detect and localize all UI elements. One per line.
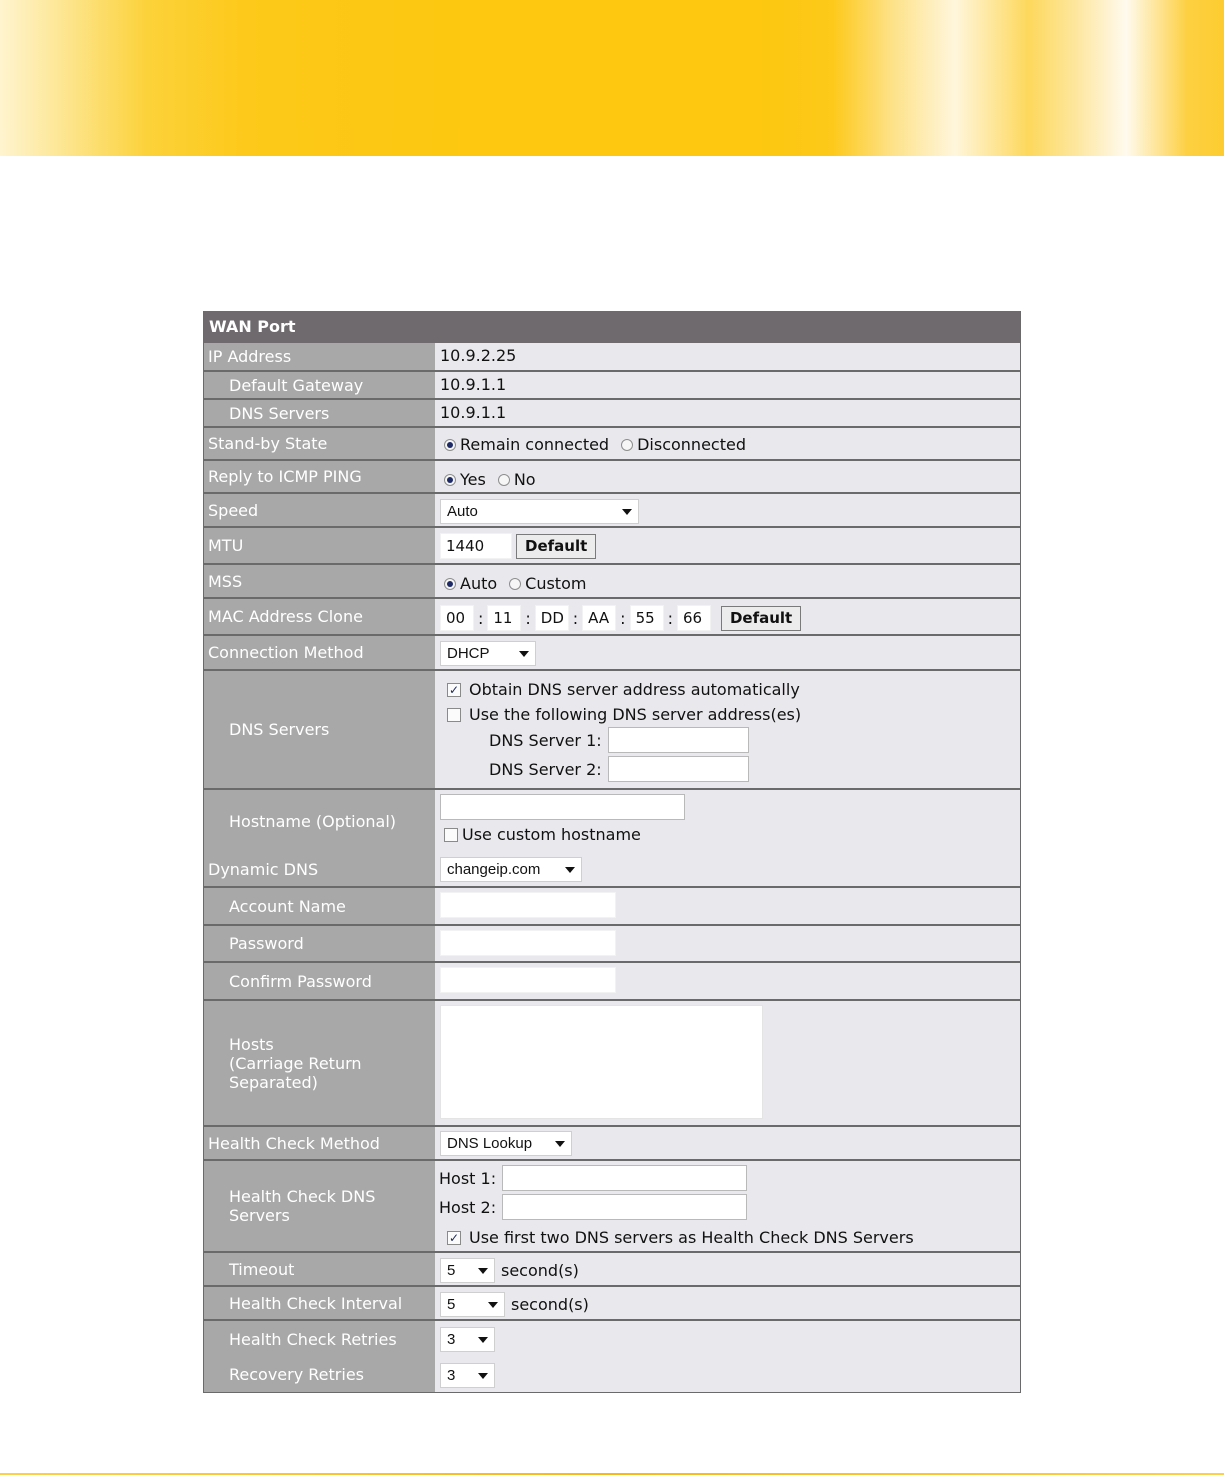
- row-dns-servers: [204, 671, 1020, 790]
- recovery-retries-label: Recovery Retries: [204, 1357, 434, 1392]
- mtu-label: MTU: [204, 528, 434, 563]
- mss-auto-radio[interactable]: [444, 578, 456, 590]
- health-check-retries-select[interactable]: [440, 1327, 495, 1352]
- mtu-default-button[interactable]: Default: [516, 534, 596, 559]
- confirm-password-label: Confirm Password: [204, 963, 434, 999]
- chevron-down-icon: [478, 1373, 488, 1379]
- row-ip-address: [204, 343, 1020, 372]
- hosts-textarea[interactable]: [440, 1005, 763, 1119]
- ip-address-value: 10.9.2.25: [440, 346, 517, 365]
- account-name-input[interactable]: [440, 892, 616, 918]
- dns-manual-checkbox[interactable]: [447, 708, 461, 722]
- ip-address-label: IP Address: [204, 343, 434, 370]
- dns-auto-checkbox[interactable]: ✓: [448, 682, 460, 697]
- mss-custom-label: Custom: [525, 574, 587, 593]
- icmp-no-label: No: [513, 470, 536, 489]
- health-check-interval-unit: second(s): [511, 1295, 589, 1314]
- row-reply-icmp: [204, 461, 1020, 494]
- speed-label: Speed: [204, 494, 434, 526]
- health-check-retries-value: 3: [447, 1331, 456, 1348]
- mac-octet-6[interactable]: 66: [677, 605, 711, 631]
- row-mtu: [204, 528, 1020, 565]
- dns-server2-label: DNS Server 2:: [489, 759, 602, 779]
- icmp-no-radio[interactable]: [498, 474, 510, 486]
- row-default-gateway: [204, 372, 1020, 400]
- default-gateway-label: Default Gateway: [204, 372, 434, 398]
- chevron-down-icon: [565, 867, 575, 873]
- hostname-label: Hostname (Optional): [204, 790, 434, 852]
- mac-octet-2[interactable]: 11: [487, 605, 521, 631]
- standby-remain-radio[interactable]: [444, 439, 456, 451]
- password-label: Password: [204, 926, 434, 961]
- recovery-retries-value: 3: [447, 1367, 456, 1384]
- dns-servers-info-value: 10.9.1.1: [440, 403, 507, 422]
- health-check-interval-select[interactable]: [440, 1292, 505, 1317]
- mac-octet-3[interactable]: DD: [535, 605, 569, 631]
- connection-method-value: DHCP: [447, 645, 490, 662]
- hosts-label-line1: Hosts: [229, 1034, 274, 1054]
- footer-divider: [0, 1473, 1224, 1475]
- panel-title: WAN Port: [204, 311, 1020, 343]
- timeout-label: Timeout: [204, 1253, 434, 1285]
- health-check-dns-label: [204, 1161, 434, 1251]
- timeout-unit: second(s): [501, 1261, 579, 1280]
- password-input[interactable]: [440, 930, 616, 956]
- chevron-down-icon: [622, 509, 632, 515]
- dns-server1-label: DNS Server 1:: [489, 730, 602, 750]
- standby-state-label: Stand-by State: [204, 428, 434, 459]
- mac-default-button[interactable]: Default: [721, 606, 801, 631]
- connection-method-label: Connection Method: [204, 636, 434, 669]
- row-health-check-dns: [204, 1161, 1020, 1253]
- mac-separator: :: [478, 608, 484, 628]
- connection-method-select[interactable]: [440, 641, 536, 666]
- dynamic-dns-value: changeip.com: [447, 861, 541, 878]
- row-hostname: [204, 790, 1020, 852]
- row-timeout: [204, 1253, 1020, 1287]
- health-check-method-select[interactable]: [440, 1131, 572, 1156]
- hosts-label-line2: (Carriage Return: [229, 1053, 362, 1073]
- health-check-method-value: DNS Lookup: [447, 1135, 533, 1152]
- hc-host1-label: Host 1:: [439, 1168, 497, 1188]
- chevron-down-icon: [488, 1302, 498, 1308]
- mss-custom-radio[interactable]: [509, 578, 521, 590]
- dns-servers-info-label: DNS Servers: [204, 400, 434, 426]
- mac-clone-label: MAC Address Clone: [204, 599, 434, 634]
- row-confirm-password: [204, 963, 1020, 1001]
- icmp-yes-radio[interactable]: [444, 474, 456, 486]
- mss-label: MSS: [204, 565, 434, 597]
- mac-separator: :: [525, 608, 531, 628]
- standby-disconnected-label: Disconnected: [637, 435, 746, 454]
- speed-select[interactable]: [440, 499, 639, 524]
- row-connection-method: [204, 636, 1020, 671]
- dns-manual-label: Use the following DNS server address(es): [469, 705, 802, 724]
- dns-auto-label: Obtain DNS server address automatically: [469, 680, 800, 699]
- health-check-method-label: Health Check Method: [204, 1127, 434, 1159]
- dns-server1-input[interactable]: [608, 727, 749, 753]
- health-check-interval-label: Health Check Interval: [204, 1287, 434, 1319]
- mac-octet-5[interactable]: 55: [630, 605, 664, 631]
- chevron-down-icon: [519, 651, 529, 657]
- hc-host1-input[interactable]: [502, 1165, 747, 1191]
- speed-select-value: Auto: [447, 503, 478, 520]
- hc-host2-input[interactable]: [502, 1194, 747, 1220]
- chevron-down-icon: [478, 1268, 488, 1274]
- custom-hostname-checkbox[interactable]: [444, 828, 458, 842]
- timeout-value: 5: [447, 1262, 456, 1279]
- hc-host2-label: Host 2:: [439, 1197, 497, 1217]
- reply-icmp-label: Reply to ICMP PING: [204, 461, 434, 492]
- row-speed: [204, 494, 1020, 528]
- row-health-check-interval: [204, 1287, 1020, 1321]
- health-check-dns-label-line2: Servers: [229, 1206, 290, 1225]
- row-dynamic-dns: [204, 852, 1020, 888]
- mtu-input[interactable]: 1440: [440, 533, 512, 559]
- mac-separator: :: [572, 608, 579, 628]
- mac-octet-4[interactable]: AA: [582, 605, 616, 631]
- chevron-down-icon: [555, 1141, 565, 1147]
- account-name-label: Account Name: [204, 888, 434, 924]
- mac-octet-1[interactable]: 00: [440, 605, 474, 631]
- health-check-dns-label-line1: Health Check DNS: [229, 1187, 376, 1206]
- row-password: [204, 926, 1020, 963]
- standby-remain-label: Remain connected: [460, 435, 610, 454]
- row-recovery-retries: [204, 1357, 1020, 1392]
- default-gateway-value: 10.9.1.1: [440, 375, 507, 394]
- row-health-check-retries: [204, 1321, 1020, 1357]
- row-mss: [204, 565, 1020, 599]
- row-health-check-method: [204, 1127, 1020, 1161]
- row-hosts: [204, 1001, 1020, 1127]
- hosts-label-line3: Separated): [229, 1072, 318, 1092]
- confirm-password-input[interactable]: [440, 967, 616, 993]
- custom-hostname-label: Use custom hostname: [462, 825, 641, 844]
- hc-use-first-checkbox[interactable]: ✓: [448, 1230, 460, 1245]
- health-check-retries-label: Health Check Retries: [204, 1321, 434, 1357]
- header-banner: [0, 0, 1224, 156]
- row-standby-state: [204, 428, 1020, 461]
- hc-use-first-label: Use first two DNS servers as Health Check DNS Servers: [469, 1228, 914, 1247]
- dns-server2-input[interactable]: [608, 756, 749, 782]
- row-dns-servers-info: [204, 400, 1020, 428]
- mac-separator: :: [620, 608, 626, 628]
- hostname-input[interactable]: [440, 794, 685, 820]
- row-mac-clone: [204, 599, 1020, 636]
- recovery-retries-select[interactable]: [440, 1363, 495, 1388]
- mac-separator: :: [667, 608, 673, 628]
- health-check-interval-value: 5: [447, 1296, 456, 1313]
- dns-servers-label: DNS Servers: [204, 671, 434, 788]
- dynamic-dns-select[interactable]: [440, 857, 582, 882]
- hosts-label: [204, 1001, 434, 1125]
- standby-disconnected-radio[interactable]: [621, 439, 633, 451]
- wan-port-panel: [203, 311, 1021, 1393]
- row-account-name: [204, 888, 1020, 926]
- mss-auto-label: Auto: [460, 574, 498, 593]
- timeout-select[interactable]: [440, 1258, 495, 1283]
- dynamic-dns-label: Dynamic DNS: [204, 852, 434, 886]
- chevron-down-icon: [478, 1337, 488, 1343]
- icmp-yes-label: Yes: [460, 470, 486, 489]
